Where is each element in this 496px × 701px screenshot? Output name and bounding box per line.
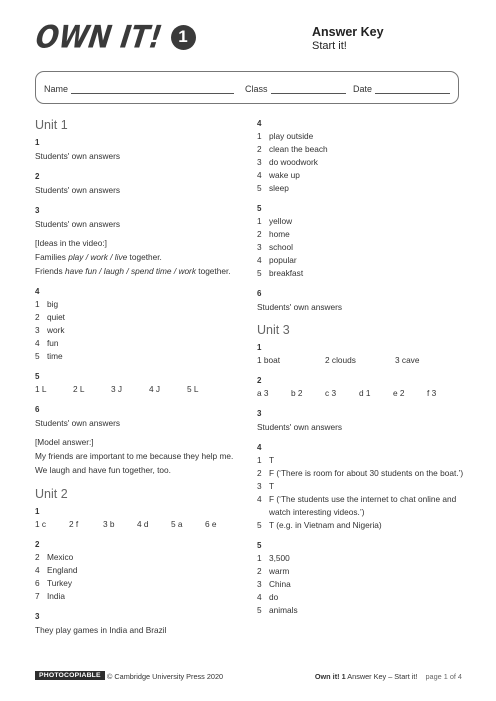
student-info-box (35, 71, 459, 104)
list-item: 2 clean the beach (257, 144, 328, 154)
list-item: 4 do (257, 592, 279, 602)
date-label: Date (353, 84, 373, 94)
copyright-text: © Cambridge University Press 2020 (107, 672, 224, 681)
list-item: 5 time (35, 351, 63, 361)
inline-answers: 1 L 2 L 3 J 4 J 5 L (35, 384, 199, 394)
logo-level-badge: 1 (171, 25, 196, 50)
inline-answers: a 3 b 2 c 3 d 1 e 2 f 3 (257, 388, 437, 398)
name-line[interactable] (71, 84, 234, 94)
unit3-heading: Unit 3 (257, 323, 290, 337)
question-number: 2 (257, 376, 262, 385)
list-item: 2 quiet (35, 312, 65, 322)
question-number: 2 (35, 172, 40, 181)
question-number: 4 (257, 443, 262, 452)
list-item: 4 England (35, 565, 78, 575)
question-number: 3 (35, 206, 40, 215)
date-field[interactable] (353, 84, 450, 94)
class-line[interactable] (271, 84, 346, 94)
list-item: 4 wake up (257, 170, 300, 180)
list-item: 3 school (257, 242, 293, 252)
footer-info (315, 672, 462, 681)
list-item: 4 F (‘The students use the internet to chat online and (257, 494, 457, 504)
list-item: 5 sleep (257, 183, 289, 193)
question-number: 6 (257, 289, 262, 298)
list-item: 3 work (35, 325, 65, 335)
ideas-line: Friends have fun / laugh / spend time / work together. (35, 266, 231, 276)
list-item: 3 T (257, 481, 275, 491)
answer-text: Students' own answers (35, 151, 121, 161)
list-item: 6 Turkey (35, 578, 73, 588)
list-item: 3 do woodwork (257, 157, 318, 167)
model-answer-line: My friends are important to me because they help me. (35, 451, 234, 461)
inline-answers: 1 boat 2 clouds 3 cave (257, 355, 420, 365)
class-label: Class (245, 84, 268, 94)
list-item-continuation: watch interesting videos.’) (269, 507, 365, 517)
page-footer (35, 671, 462, 685)
list-item: 7 India (35, 591, 65, 601)
date-line[interactable] (375, 84, 450, 94)
question-number: 4 (257, 119, 262, 128)
question-number: 1 (257, 343, 262, 352)
page-number: page 1 of 4 (425, 672, 462, 681)
ideas-label: [Ideas in the video:] (35, 238, 107, 248)
list-item: 5 animals (257, 605, 298, 615)
book-title: Own it! 1 (314, 672, 346, 681)
list-item: 2 home (257, 229, 290, 239)
answer-text: Students' own answers (257, 422, 343, 432)
model-answer-line: We laugh and have fun together, too. (35, 465, 171, 475)
list-item: 4 fun (35, 338, 59, 348)
ideas-line: Families play / work / live together. (35, 252, 162, 262)
right-column (257, 118, 467, 617)
document-subtitle: Start it! (312, 40, 347, 52)
name-label: Name (44, 84, 69, 94)
answer-text: Students' own answers (35, 219, 121, 229)
model-answer-label: [Model answer:] (35, 437, 94, 447)
unit2-heading: Unit 2 (35, 487, 68, 501)
question-number: 5 (257, 204, 262, 213)
answer-text: Students' own answers (35, 418, 121, 428)
question-number: 5 (35, 372, 40, 381)
question-number: 5 (257, 541, 262, 550)
question-number: 1 (35, 138, 40, 147)
document-title: Answer Key (312, 25, 384, 39)
unit1-heading: Unit 1 (35, 118, 68, 132)
list-item: 4 popular (257, 255, 297, 265)
question-number: 4 (35, 287, 40, 296)
answer-text: Students' own answers (35, 185, 121, 195)
list-item: 1 yellow (257, 216, 293, 226)
list-item: 1 T (257, 455, 275, 465)
photocopiable-badge: PHOTOCOPIABLE (35, 671, 105, 680)
list-item: 1 play outside (257, 131, 314, 141)
left-column (35, 118, 245, 638)
list-item: 5 breakfast (257, 268, 304, 278)
question-number: 1 (35, 507, 40, 516)
own-it-logo (33, 19, 196, 55)
question-number: 3 (35, 612, 40, 621)
name-field[interactable] (44, 84, 234, 94)
logo-text: OWN IT! (33, 19, 165, 55)
answer-text: They play games in India and Brazil (35, 625, 167, 635)
list-item: 3 China (257, 579, 291, 589)
list-item: 2 warm (257, 566, 290, 576)
list-item: 5 T (e.g. in Vietnam and Nigeria) (257, 520, 382, 530)
document-name: Answer Key – Start it! (347, 672, 418, 681)
list-item: 1 3,500 (257, 553, 290, 563)
question-number: 3 (257, 409, 262, 418)
list-item: 2 F (‘There is room for about 30 students on the boat.’) (257, 468, 464, 478)
list-item: 2 Mexico (35, 552, 74, 562)
class-field[interactable] (245, 84, 346, 94)
list-item: 1 big (35, 299, 59, 309)
question-number: 2 (35, 540, 40, 549)
answer-text: Students' own answers (257, 302, 343, 312)
inline-answers: 1 c 2 f 3 b 4 d 5 a 6 e (35, 519, 217, 529)
question-number: 6 (35, 405, 40, 414)
